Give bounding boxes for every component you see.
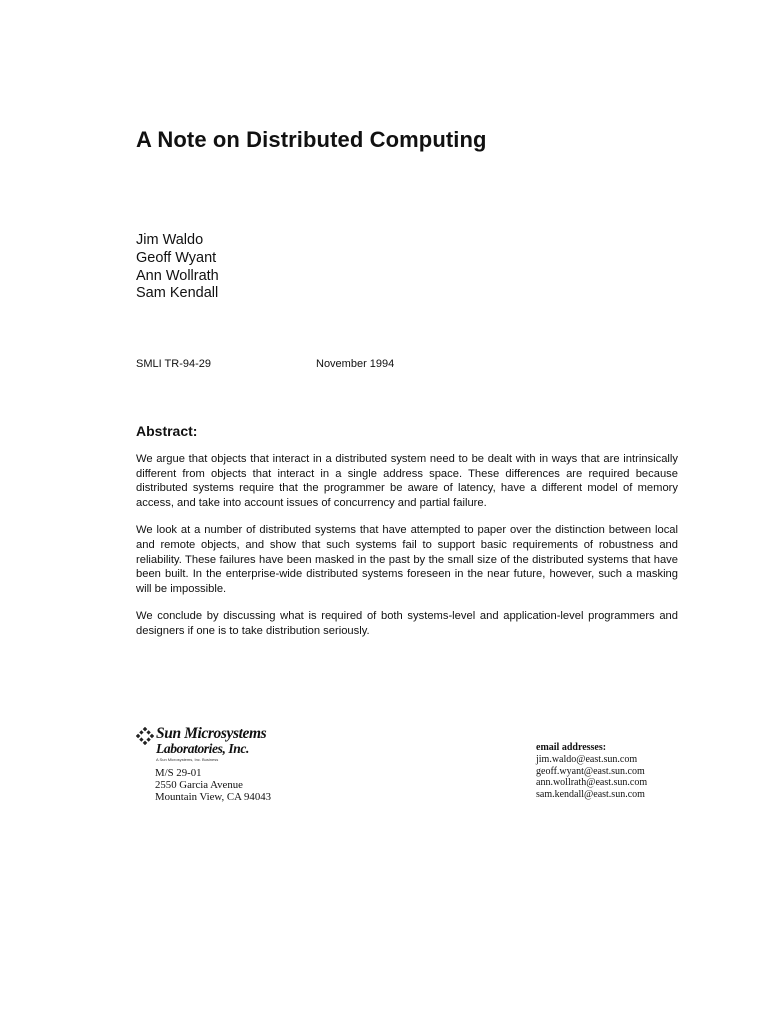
email-heading: email addresses: <box>536 742 607 753</box>
email-address: jim.waldo@east.sun.com <box>536 753 638 765</box>
abstract-paragraph: We argue that objects that interact in a distributed system need to be dealt with in ways that are intrinsically different from objects that interact in a single address space. These differences are required because distributed systems require that the programmer be aware of latency, have a different model of memory access, and take into account issues of concurrency and partial failure. <box>136 453 678 509</box>
logo-tagline: A Sun Microsystems, Inc. Business <box>156 757 219 762</box>
address-line: 2550 Garcia Avenue <box>155 779 243 792</box>
email-address: ann.wollrath@east.sun.com <box>536 777 648 789</box>
email-address: geoff.wyant@east.sun.com <box>536 765 645 777</box>
logo-division-name: Laboratories, Inc. <box>156 741 249 756</box>
address-line: M/S 29-01 <box>155 767 202 779</box>
author-name: Jim Waldo <box>136 232 204 248</box>
report-date: November 1994 <box>316 358 395 370</box>
logo-company-name: Sun Microsystems <box>156 725 267 742</box>
author-list <box>136 232 219 303</box>
abstract-paragraph: We conclude by discussing what is required of both systems-level and application-level programmers and designers if one is to take distribution seriously. <box>136 610 678 637</box>
page-title: A Note on Distributed Computing <box>136 127 487 152</box>
author-name: Sam Kendall <box>136 285 219 302</box>
abstract-heading: Abstract: <box>136 423 198 439</box>
sun-microsystems-logo <box>136 725 286 767</box>
author-name: Ann Wollrath <box>136 267 219 284</box>
author-name: Geoff Wyant <box>136 249 217 266</box>
email-address: sam.kendall@east.sun.com <box>536 789 645 801</box>
address-line: Mountain View, CA 94043 <box>155 791 272 804</box>
abstract-body <box>136 452 678 652</box>
report-number: SMLI TR-94-29 <box>136 358 211 370</box>
abstract-paragraph: We look at a number of distributed systems that have attempted to paper over the distinction between local and remote objects, and show that such systems fail to support basic requirements of robustness and reliability. These failures have been masked in the past by the small size of the distributed systems that have been built. In the enterprise-wide distributed systems foreseen in the near future, however, such a masking will be impossible. <box>136 524 678 595</box>
email-block <box>536 742 647 801</box>
sun-diamond-logo-icon <box>136 727 154 745</box>
mailing-address <box>155 767 271 804</box>
